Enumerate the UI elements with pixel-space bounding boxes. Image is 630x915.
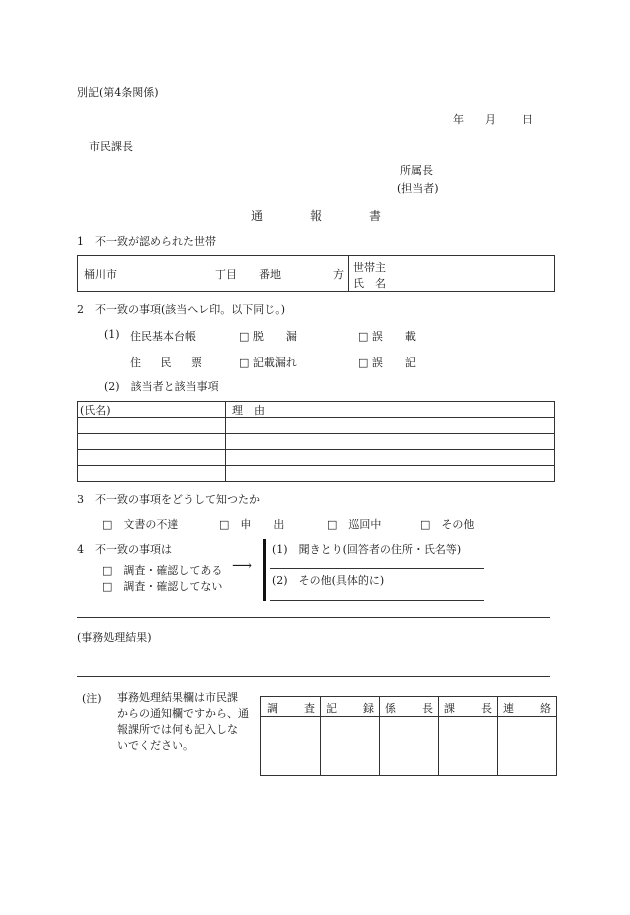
table-row	[78, 449, 554, 450]
item2-heading: (2) 該当者と該当事項	[104, 380, 219, 393]
header-char: 課	[444, 702, 455, 715]
result-heading: (事務処理結果)	[77, 631, 152, 644]
note-text	[117, 690, 249, 754]
table-row	[78, 433, 554, 434]
status-option-not-confirmed: □ 調査・確認してない	[102, 580, 223, 593]
approval-header-survey	[267, 700, 315, 716]
result-line	[77, 676, 550, 677]
header-char: 調	[267, 702, 278, 715]
row2-option-omission: □ 記載漏れ	[239, 356, 297, 369]
approval-divider	[497, 697, 498, 775]
header-char: 長	[481, 702, 492, 715]
household-divider	[348, 256, 349, 291]
head-of-household-label: 世帯主	[353, 261, 386, 274]
header-char: 記	[326, 702, 337, 715]
section3-heading: 3 不一致の事項をどうして知つたか	[77, 493, 260, 506]
table-header-name: (氏名)	[80, 404, 111, 417]
header-char: 絡	[540, 702, 551, 715]
persons-table	[77, 401, 555, 482]
approval-header-contact	[503, 700, 551, 716]
annex-label: 別記(第4条関係)	[77, 86, 159, 99]
sender-title: 所属長	[400, 164, 433, 177]
row2-label-char: 住	[130, 356, 141, 369]
kata-label: 方	[333, 268, 344, 281]
row2-option-error: □ 誤 記	[358, 356, 416, 369]
title-char: 報	[309, 209, 322, 223]
table-divider	[225, 402, 226, 481]
row2-label	[130, 354, 202, 370]
title-char: 書	[368, 209, 381, 223]
row2-label-char: 票	[191, 356, 202, 369]
row1-label: 住民基本台帳	[130, 330, 196, 343]
other-line	[270, 600, 484, 601]
approval-divider	[438, 697, 439, 775]
household-box	[77, 255, 555, 292]
table-header-reason: 理 由	[232, 404, 265, 417]
approval-header-record	[326, 700, 374, 716]
row2-label-char: 民	[160, 356, 172, 369]
name-label: 氏 名	[353, 277, 386, 290]
section2-heading: 2 不一致の事項(該当へレ印。以下同じ。)	[77, 303, 286, 316]
approval-header-section-chief	[385, 700, 433, 716]
approval-header-division-chief	[444, 700, 492, 716]
section1-heading: 1 不一致が認められた世帯	[77, 235, 216, 248]
sub-item-interview: (1) 聞きとり(回答者の住所・氏名等)	[272, 543, 462, 556]
header-char: 長	[422, 702, 433, 715]
header-char: 録	[363, 702, 374, 715]
sub-item-other: (2) その他(具体的に)	[272, 574, 385, 587]
separator-line	[77, 617, 550, 618]
addressee: 市民課長	[89, 140, 133, 153]
table-row	[78, 465, 554, 466]
source-option-patrol: □ 巡回中	[327, 518, 382, 531]
approval-table	[260, 696, 557, 776]
header-char: 係	[385, 702, 396, 715]
document-title	[251, 207, 381, 224]
row1-option-omission: □ 脱 漏	[239, 330, 297, 343]
sender-sub: (担当者)	[397, 182, 439, 195]
note-line: いでください。	[117, 739, 194, 752]
source-option-report: □ 申 出	[219, 518, 285, 531]
note-line: からの通知欄ですから、通	[117, 707, 249, 720]
row1-option-misentry: □ 誤 載	[358, 330, 416, 343]
approval-divider	[320, 697, 321, 775]
header-char: 査	[304, 702, 315, 715]
note-line: 報課所では何も記入しな	[117, 723, 238, 736]
note-line: 事務処理結果欄は市民課	[117, 691, 238, 704]
arrow-icon: ⟶	[232, 558, 253, 574]
chome-label: 丁目	[215, 268, 237, 281]
date-day: 日	[522, 113, 533, 126]
table-row	[78, 417, 554, 418]
interview-line	[270, 568, 484, 569]
banchi-label: 番地	[259, 268, 281, 281]
status-option-confirmed: □ 調査・確認してある	[102, 564, 223, 577]
date-month: 月	[485, 113, 496, 126]
approval-header-line	[261, 716, 556, 717]
source-option-other: □ その他	[420, 518, 475, 531]
source-option-undelivered: □ 文書の不達	[102, 518, 179, 531]
item1-number: (1)	[104, 328, 120, 341]
note-label: (注)	[82, 692, 102, 705]
approval-divider	[379, 697, 380, 775]
date-year: 年	[453, 113, 464, 126]
city-label: 桶川市	[84, 268, 117, 281]
section4-heading: 4 不一致の事項は	[77, 543, 172, 556]
title-char: 通	[251, 209, 264, 223]
bracket-bar	[263, 539, 266, 601]
header-char: 連	[503, 702, 514, 715]
